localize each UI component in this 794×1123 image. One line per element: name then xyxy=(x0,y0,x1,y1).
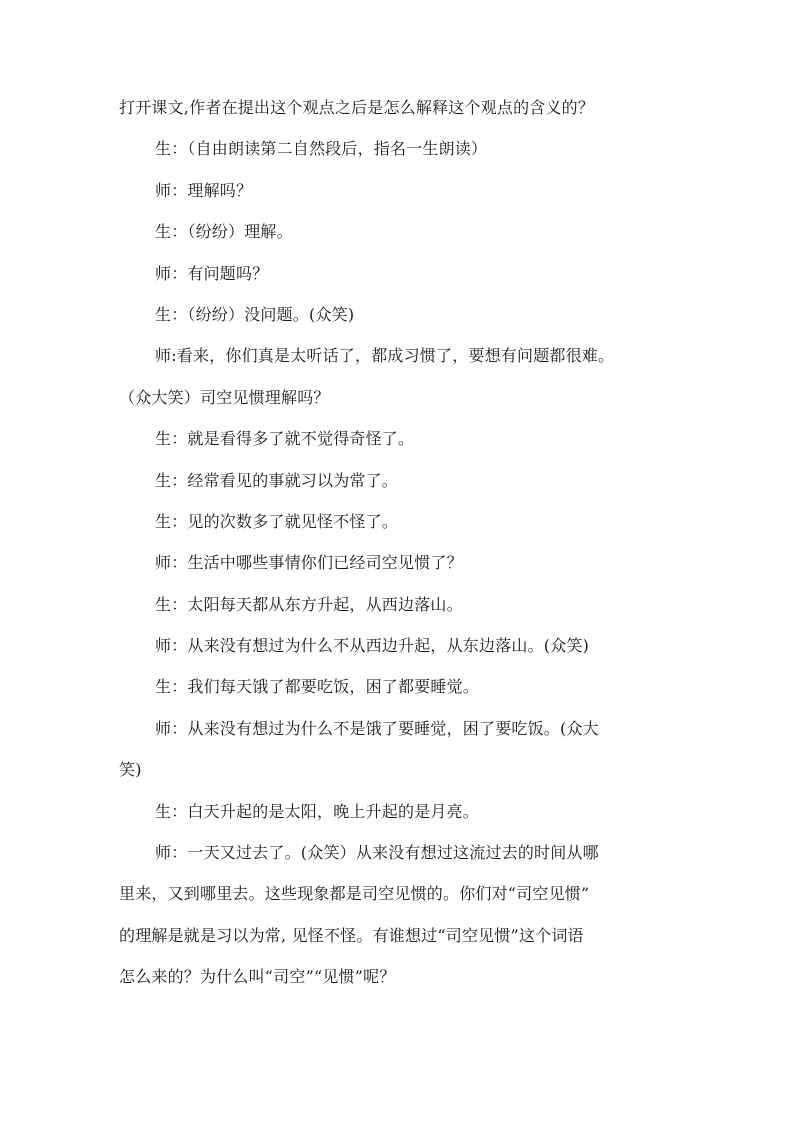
text-line: 生：见的次数多了就见怪不怪了。 xyxy=(155,511,399,531)
text-line: 生：经常看见的事就习以为常了。 xyxy=(155,470,399,490)
text-line: 师：从来没有想过为什么不是饿了要睡觉，困了要吃饭。(众大 xyxy=(155,718,599,738)
text-line: 生：（纷纷）理解。 xyxy=(155,222,293,242)
text-line: 师：一天又过去了。(众笑）从来没有想过这流过去的时间从哪 xyxy=(155,843,599,863)
text-line: 怎么来的？为什么叫“司空”“见惯”呢？ xyxy=(119,967,396,987)
text-line: 生：我们每天饿了都要吃饭，困了都要睡觉。 xyxy=(155,677,480,697)
text-line: 生：（纷纷）没问题。(众笑) xyxy=(155,304,355,324)
text-line: 师：生活中哪些事情你们已经司空见惯了？ xyxy=(155,553,463,573)
text-line: 生：（自由朗读第二自然段后，指名一生朗读） xyxy=(155,139,488,159)
text-line: 笑) xyxy=(119,760,142,780)
text-line: 里来，又到哪里去。这些现象都是司空见惯的。你们对“司空见惯” xyxy=(119,884,590,904)
text-line: 的理解是就是习以为常, 见怪不怪。有谁想过“司空见惯”这个词语 xyxy=(119,925,584,945)
text-line: 打开课文,作者在提出这个观点之后是怎么解释这个观点的含义的？ xyxy=(119,98,595,117)
document-body xyxy=(119,100,679,1011)
text-line: 师:看来，你们真是太听话了，都成习惯了，要想有问题都很难。 xyxy=(155,346,615,366)
text-line: 师：从来没有想过为什么不从西边升起，从东边落山。(众笑) xyxy=(155,636,590,656)
text-line: 生：就是看得多了就不觉得奇怪了。 xyxy=(155,429,415,449)
text-line: 生：白天升起的是太阳，晚上升起的是月亮。 xyxy=(155,801,480,821)
text-line: （众大笑）司空见惯理解吗？ xyxy=(119,387,330,407)
text-line: 师：有问题吗？ xyxy=(155,263,269,283)
text-line: 师：理解吗？ xyxy=(155,180,253,200)
text-line: 生：太阳每天都从东方升起，从西边落山。 xyxy=(155,594,463,614)
